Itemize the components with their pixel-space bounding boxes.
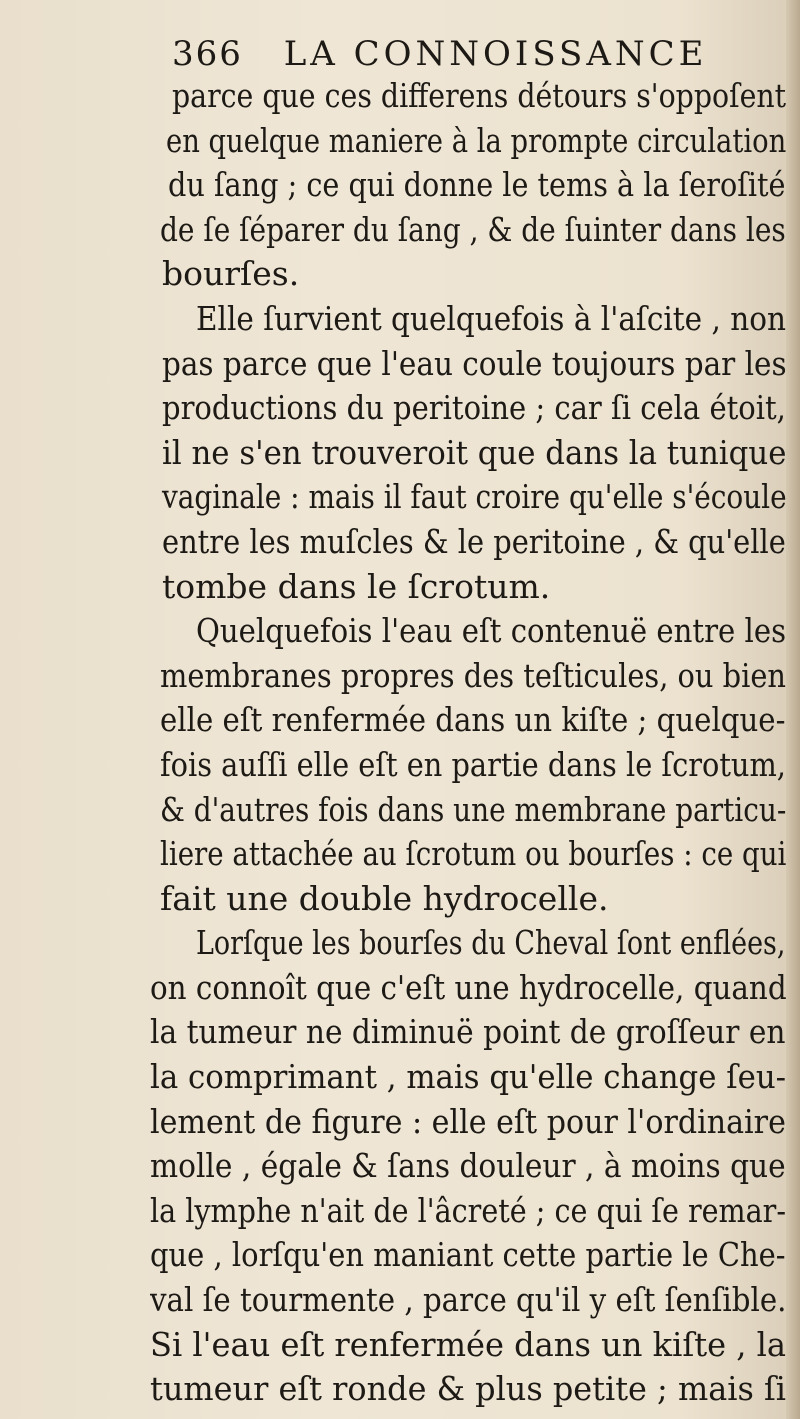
text-line: la lymphe n'ait de l'âcreté ; ce qui ſe remar- [150, 1190, 786, 1230]
text-line: Si l'eau eſt renfermée dans un kiſte , la [150, 1324, 787, 1364]
text-line: bourſes. [162, 254, 300, 294]
paragraph-start-line: Elle ſurvient quelquefois à l'aſcite , non [196, 298, 787, 338]
text-line: vaginale : mais il faut croire qu'elle s'écoule [162, 477, 787, 517]
text-line: entre les muſcles & le peritoine , & qu'elle [162, 521, 786, 561]
text-line: fait une double hydrocelle. [160, 878, 609, 918]
text-line: la tumeur ne diminuë point de groſſeur en [150, 1012, 786, 1052]
text-line: en quelque maniere à la prompte circulation [166, 120, 787, 160]
page-number: 366 [172, 34, 243, 74]
running-header [172, 34, 707, 74]
paragraph-start-line: Lorſque les bourſes du Cheval ſont enflées, [196, 923, 786, 963]
text-line: liere attachée au ſcrotum ou bourſes : ce qui [160, 834, 787, 874]
text-line: elle eſt renfermée dans un kiſte ; quelque- [160, 700, 786, 740]
text-line: val ſe tourmente , parce qu'il y eſt ſenſible. [150, 1280, 787, 1320]
text-line: lement de figure : elle eſt pour l'ordinaire [150, 1101, 786, 1141]
text-line: fois auſſi elle eſt en partie dans le ſcrotum, [160, 744, 786, 784]
text-line: pas parce que l'eau coule toujours par les [162, 343, 787, 383]
text-line: tumeur eſt ronde & plus petite ; mais ſi [150, 1369, 786, 1409]
paragraph-start-line: Quelquefois l'eau eſt contenuë entre les [196, 611, 787, 651]
text-line: membranes propres des teſticules, ou bien [160, 655, 786, 695]
text-line: du ſang ; ce qui donne le tems à la ſeroſité [168, 165, 786, 205]
running-title: LA CONNOISSANCE [283, 34, 708, 74]
text-line: tombe dans le ſcrotum. [162, 566, 551, 606]
text-line: productions du peritoine ; car ſi cela étoit, [162, 388, 786, 428]
text-line: parce que ces differens détours s'oppoſent [172, 76, 787, 115]
text-line: la comprimant , mais qu'elle change ſeu- [150, 1057, 787, 1097]
text-line: molle , égale & ſans douleur , à moins que [150, 1146, 786, 1186]
body-text [150, 74, 790, 1412]
text-line: que , lorſqu'en maniant cette partie le Che- [150, 1235, 786, 1275]
text-line: de ſe ſéparer du ſang , & de ſuinter dans les [160, 209, 786, 249]
text-line: on connoît que c'eſt une hydrocelle, quand [150, 967, 787, 1007]
text-line: & d'autres fois dans une membrane particu- [160, 789, 787, 829]
text-line: il ne s'en trouveroit que dans la tunique [162, 432, 787, 472]
